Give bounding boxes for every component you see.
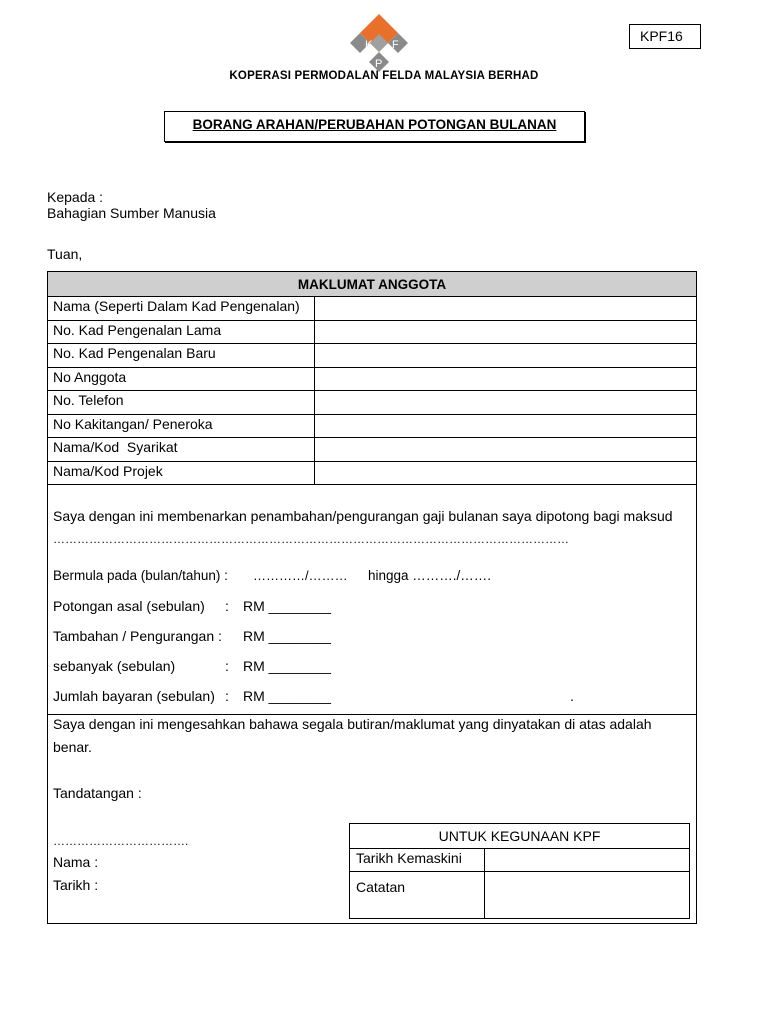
notes-label: Catatan xyxy=(350,872,485,919)
monthly-amount-colon: : xyxy=(225,658,229,674)
update-date-field[interactable] xyxy=(485,849,690,872)
member-info-table xyxy=(47,271,697,485)
kpf-logo xyxy=(346,14,412,74)
adjustment-label: Tambahan / Pengurangan : xyxy=(53,628,222,644)
form-code: KPF16 xyxy=(629,24,701,49)
logo-letter-k: K xyxy=(365,39,373,51)
table-row xyxy=(48,438,697,462)
table-row xyxy=(48,414,697,438)
table-row xyxy=(350,872,690,919)
table-row xyxy=(48,391,697,415)
total-payment-colon: : xyxy=(225,688,229,704)
office-use-table xyxy=(349,823,690,919)
confirmation-statement-line1: Saya dengan ini mengesahkan bahawa segala butiran/maklumat yang dinyatakan di atas adalah xyxy=(53,716,652,732)
until-label[interactable]: hingga ………./……. xyxy=(368,568,492,583)
phone-field[interactable] xyxy=(315,391,697,415)
department: Bahagian Sumber Manusia xyxy=(47,205,216,221)
deduction-label: Potongan asal (sebulan) xyxy=(53,598,205,614)
field-label: No. Kad Pengenalan Baru xyxy=(48,344,315,368)
table-row xyxy=(48,320,697,344)
to-label: Kepada : xyxy=(47,189,104,205)
office-use-heading: UNTUK KEGUNAAN KPF xyxy=(350,824,690,849)
field-label: Nama/Kod Projek xyxy=(48,461,315,485)
form-title: BORANG ARAHAN/PERUBAHAN POTONGAN BULANAN xyxy=(164,111,585,142)
update-date-label: Tarikh Kemaskini xyxy=(350,849,485,872)
start-value[interactable]: …………/……… xyxy=(253,568,348,583)
authorization-statement: Saya dengan ini membenarkan penambahan/pengurangan gaji bulanan saya dipotong bagi maksud xyxy=(53,508,673,524)
field-label: No Kakitangan/ Peneroka xyxy=(48,414,315,438)
monthly-amount-label: sebanyak (sebulan) xyxy=(53,658,176,674)
new-ic-field[interactable] xyxy=(315,344,697,368)
field-label: No. Telefon xyxy=(48,391,315,415)
start-label: Bermula pada (bulan/tahun) : xyxy=(53,568,228,583)
purpose-dotted-line[interactable]: ………………………………………………………………………………………………………………… xyxy=(53,532,569,546)
adjustment-amount[interactable]: RM ________ xyxy=(243,628,331,644)
member-no-field[interactable] xyxy=(315,367,697,391)
table-row xyxy=(48,344,697,368)
field-label: Nama (Seperti Dalam Kad Pengenalan) xyxy=(48,297,315,321)
signature-label: Tandatangan : xyxy=(53,785,142,801)
project-field[interactable] xyxy=(315,461,697,485)
name-label: Nama : xyxy=(53,854,99,870)
date-label: Tarikh : xyxy=(53,877,99,893)
trailing-dot: . xyxy=(570,688,574,704)
field-label: No. Kad Pengenalan Lama xyxy=(48,320,315,344)
table-row xyxy=(48,367,697,391)
name-field[interactable] xyxy=(315,297,697,321)
notes-field[interactable] xyxy=(485,872,690,919)
table-row xyxy=(350,849,690,872)
logo-letter-f: F xyxy=(392,39,399,51)
field-label: Nama/Kod Syarikat xyxy=(48,438,315,462)
staff-no-field[interactable] xyxy=(315,414,697,438)
table-row xyxy=(48,297,697,321)
logo-letter-p: P xyxy=(375,58,383,70)
confirmation-statement-line2: benar. xyxy=(53,739,92,755)
deduction-amount[interactable]: RM ________ xyxy=(243,598,331,614)
deduction-colon: : xyxy=(225,598,229,614)
monthly-amount[interactable]: RM ________ xyxy=(243,658,331,674)
total-payment-label: Jumlah bayaran (sebulan) xyxy=(53,688,215,704)
salutation: Tuan, xyxy=(47,246,83,262)
company-field[interactable] xyxy=(315,438,697,462)
old-ic-field[interactable] xyxy=(315,320,697,344)
member-info-heading: MAKLUMAT ANGGOTA xyxy=(48,272,697,297)
signature-line[interactable]: ……………………………. xyxy=(53,834,189,848)
organization-name: KOPERASI PERMODALAN FELDA MALAYSIA BERHAD xyxy=(229,70,539,82)
table-row xyxy=(48,461,697,485)
total-payment-amount[interactable]: RM ________ xyxy=(243,688,331,704)
field-label: No Anggota xyxy=(48,367,315,391)
